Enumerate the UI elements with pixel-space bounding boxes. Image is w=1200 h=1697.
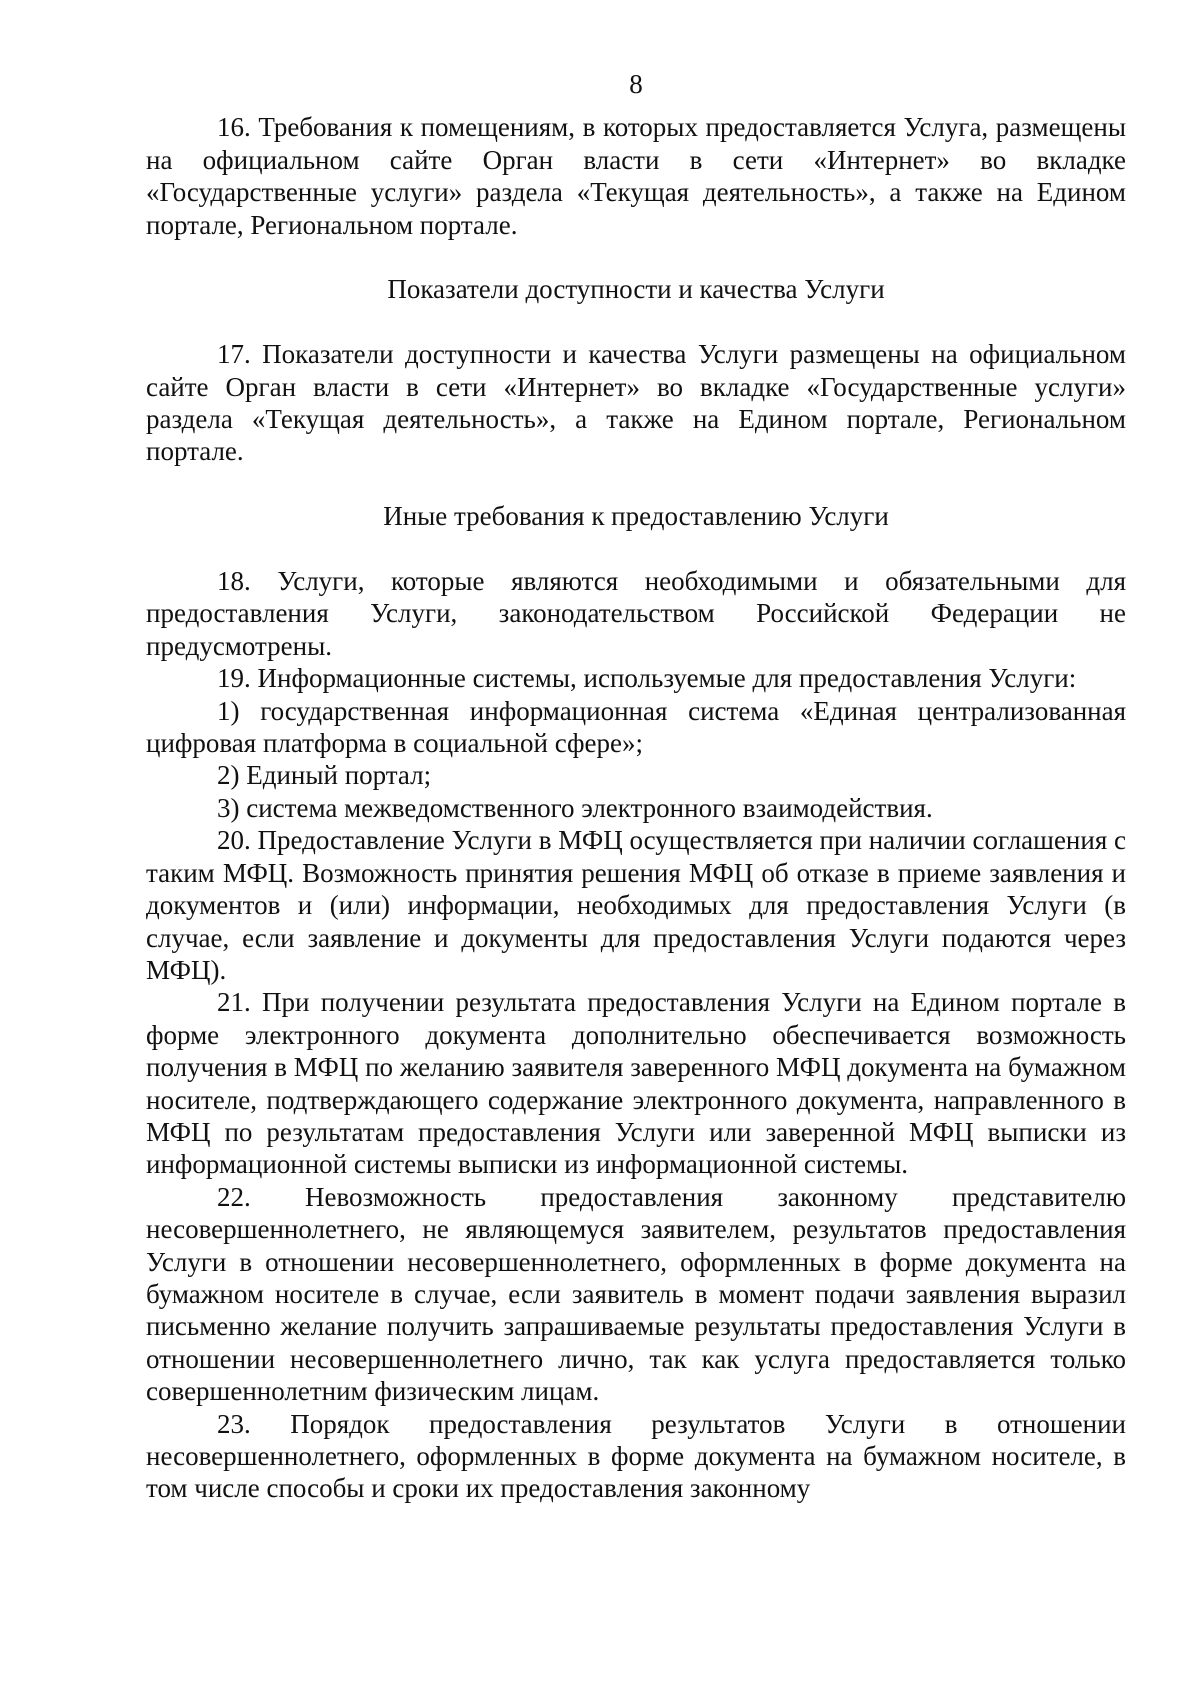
document-page (146, 68, 1126, 1505)
page-number: 8 (629, 69, 643, 99)
paragraph-18: 18. Услуги, которые являются необходимыми и обязательными для предоставления Услуги, законодательством Российской Федерации не предусмотрены. (146, 566, 1126, 661)
paragraph-19: 19. Информационные системы, используемые для предоставления Услуги: (217, 663, 1077, 694)
section-heading-other-requirements: Иные требования к предоставлению Услуги (383, 501, 889, 532)
spacer (146, 533, 1126, 565)
paragraph-23: 23. Порядок предоставления результатов Услуги в отношении несовершеннолетнего, оформленных в форме документа на бумажном носителе, в том числе способы и сроки их предоставления законному (146, 1408, 1126, 1504)
paragraph-20: 20. Предоставление Услуги в МФЦ осуществляется при наличии соглашения с таким МФЦ. Возможность принятия решения МФЦ об отказе в приеме заявления и документов и (или) информации, необходимых для предоставления Услуги (в случае, если заявление и документы для предоставления Услуги подаются через МФЦ). (146, 825, 1126, 985)
section-heading-accessibility: Показатели доступности и качества Услуги (387, 274, 885, 305)
spacer (146, 468, 1126, 500)
paragraph-17: 17. Показатели доступности и качества Услуги размещены на официальном сайте Орган власти в сети «Интернет» во вкладке «Государственные услуги» раздела «Текущая деятельность», а также на Едином портале, Региональном портале. (146, 339, 1126, 467)
paragraph-16: 16. Требования к помещениям, в которых предоставляется Услуга, размещены на официальном сайте Орган власти в сети «Интернет» во вкладке «Государственные услуги» раздела «Текущая деятельность», а также на Едином портале, Региональном портале. (146, 112, 1126, 240)
spacer (146, 306, 1126, 338)
list-item-1: 1) государственная информационная система «Единая централизованная цифровая платформа в социальной сфере»; (146, 695, 1126, 759)
list-item-2: 2) Единый портал; (217, 760, 432, 791)
paragraph-22: 22. Невозможность предоставления законному представителю несовершеннолетнего, не являющемуся заявителем, результатов предоставления Услуги в отношении несовершеннолетнего, оформленных в форме документа на бумажном носителе в случае, если заявитель в момент подачи заявления выразил письменно желание получить запрашиваемые результаты предоставления Услуги в отношении несовершеннолетнего лично, так как услуга предоставляется только совершеннолетним физическим лицам. (146, 1181, 1126, 1407)
spacer (146, 241, 1126, 273)
paragraph-21: 21. При получении результата предоставления Услуги на Едином портале в форме электронного документа дополнительно обеспечивается возможность получения в МФЦ по желанию заявителя заверенного МФЦ документа на бумажном носителе, подтверждающего содержание электронного документа, направленного в МФЦ по результатам предоставления Услуги или заверенной МФЦ выписки из информационной системы выписки из информационной системы. (146, 987, 1126, 1180)
list-item-3: 3) система межведомственного электронного взаимодействия. (217, 792, 933, 823)
